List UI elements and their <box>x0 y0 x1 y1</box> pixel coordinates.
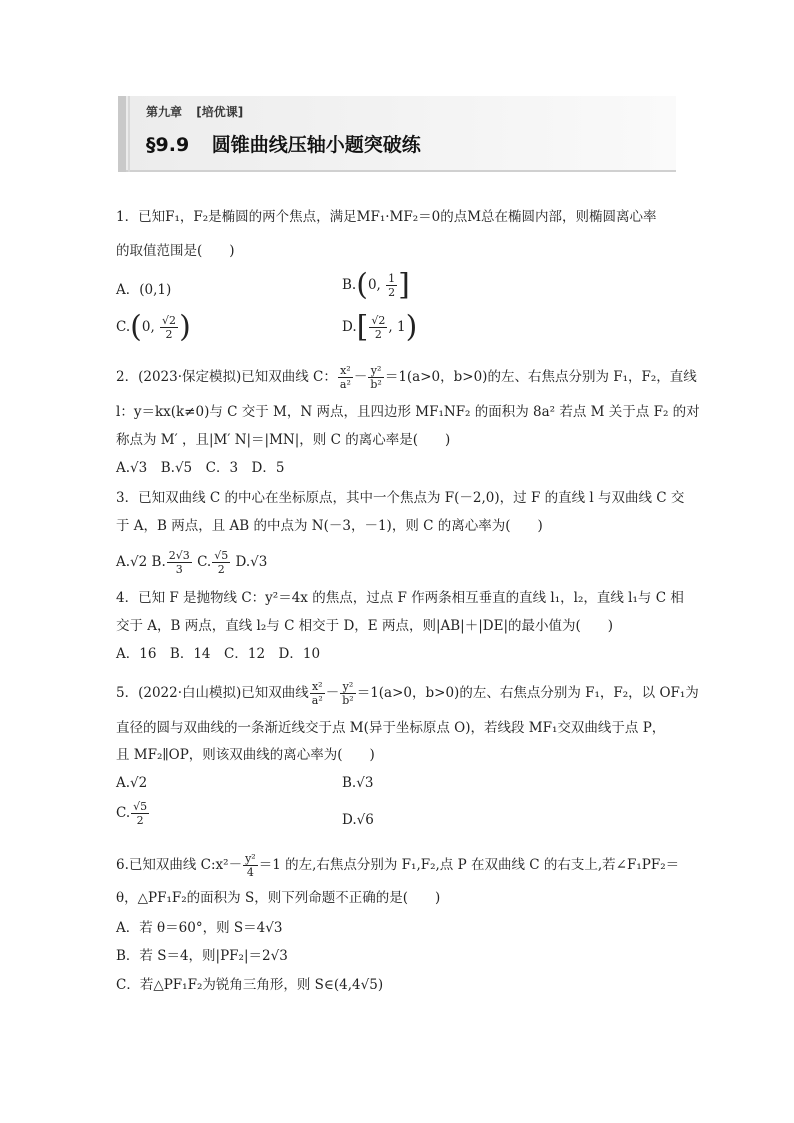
q5-option-a: A.√2 <box>116 775 148 791</box>
denominator: 3 <box>175 563 183 576</box>
q2-line-3: 称点为 M′ ，且|M′ N|＝|MN|，则 C 的离心率是( ) <box>116 432 451 448</box>
fraction-2sqrt3-over-3 <box>167 549 192 576</box>
chapter-number: 第九章 <box>146 105 183 119</box>
q6-line-1 <box>116 852 679 879</box>
denominator: a² <box>311 694 323 707</box>
q3-option-b: B. <box>151 554 166 570</box>
q2-line-1-start: 2．(2023·保定模拟)已知双曲线 C： <box>116 369 337 385</box>
bracket: [ <box>356 309 369 345</box>
q5-line-1: 5．(2022·白山模拟)已知双曲线 $\frac{\text{x²}}{\text{a²}}$ － $\frac{\text{y²}}{\text{b²}}$ ＝1(a>0，b>0)的左、右焦点分别为 F₁，F₂，以 OF₁为 <box>116 680 699 707</box>
bracket: ( <box>130 309 142 345</box>
q6-option-a: A．若 θ＝60°，则 S＝4√3 <box>116 920 283 936</box>
q1-option-d: D.[ $\frac{√2}{2}$ , 1) <box>342 309 418 345</box>
q3-option-d: D.√3 <box>235 554 268 570</box>
bracket: ] <box>398 267 410 303</box>
section-title: 圆锥曲线压轴小题突破练 <box>211 134 421 156</box>
option-letter: B. <box>342 277 357 293</box>
numerator: √5 <box>133 800 148 813</box>
denominator: b² <box>370 378 382 391</box>
option-letter: C. <box>116 319 131 335</box>
denominator: 4 <box>246 866 254 879</box>
q1-line-1: 1．已知F₁，F₂是椭圆的两个焦点，满足MF₁·MF₂＝0的点M总在椭圆内部，则椭圆离心率 <box>116 209 657 225</box>
q2-line-2: l：y＝kx(k≠0)与 C 交于 M，N 两点，且四边形 MF₁NF₂ 的面积为 8a² 若点 M 关于点 F₂ 的对 <box>116 404 700 420</box>
q4-options: A．16 B．14 C．12 D．10 <box>116 646 321 662</box>
bracket: ) <box>179 309 191 345</box>
denominator: 2 <box>136 814 144 827</box>
q1-option-c <box>116 309 191 345</box>
fraction-x2-a2 <box>310 680 325 707</box>
q1-option-a: A．(0,1) <box>116 282 172 298</box>
q3-line-1: 3．已知双曲线 C 的中心在坐标原点，其中一个焦点为 F(－2,0)，过 F 的直线 l 与双曲线 C 交 <box>116 490 685 506</box>
denominator: a² <box>339 378 351 391</box>
q3-options <box>116 549 267 576</box>
q6-line-2: θ，△PF₁F₂的面积为 S，则下列命题不正确的是( ) <box>116 890 441 906</box>
fraction-half <box>386 272 397 299</box>
chapter-tag: [培优课] <box>196 105 244 119</box>
q5-option-b: B.√3 <box>342 775 374 791</box>
numerator: y² <box>368 364 383 378</box>
q6-option-b: B．若 S＝4，则|PF₂|＝2√3 <box>116 948 288 964</box>
denominator: 2 <box>217 563 225 576</box>
section-number: §9.9 <box>146 134 190 156</box>
q5-option-c <box>116 800 150 827</box>
q4-line-2: 交于 A，B 两点，直线 l₂与 C 相交于 D，E 两点，则|AB|＋|DE|的最小值为( ) <box>116 618 614 634</box>
one: 1 <box>396 319 406 335</box>
numerator: x² <box>310 680 325 694</box>
q1-option-b <box>342 267 410 303</box>
numerator: 1 <box>388 272 396 285</box>
fraction-sqrt5-over-2 <box>131 800 149 827</box>
fraction-y2-b2 <box>340 680 355 707</box>
denominator: 2 <box>374 328 382 341</box>
q5-line-1-start: 5．(2022·白山模拟)已知双曲线 <box>116 685 309 701</box>
q3-line-2: 于 A，B 两点，且 AB 的中点为 N(－3，－1)，则 C 的离心率为( ) <box>116 518 543 534</box>
zero: 0, <box>367 277 381 293</box>
denominator: 2 <box>165 328 173 341</box>
q4-line-1: 4．已知 F 是抛物线 C：y²＝4x 的焦点，过点 F 作两条相互垂直的直线 l₁，l₂，直线 l₁与 C 相 <box>116 590 684 606</box>
zero: 0, <box>141 319 155 335</box>
q5-line-3: 且 MF₂∥OP，则该双曲线的离心率为( ) <box>116 747 375 763</box>
page-title <box>146 130 421 157</box>
fraction-sqrt5-over-2 <box>212 549 230 576</box>
numerator: 2√3 <box>168 549 190 562</box>
option-letter: C. <box>116 805 131 821</box>
fraction-y2-over-4 <box>243 852 258 879</box>
q2-line-1: 2．(2023·保定模拟)已知双曲线 C： $\frac{\text{x²}}{\text{a²}}$ － $\frac{\text{y²}}{\text{b²}}$ ＝1(a>0，b>0)的左、右焦点分别为 F₁，F₂，直线 <box>116 364 697 391</box>
numerator: √2 <box>162 314 177 327</box>
q5-option-d: D.√6 <box>342 812 374 828</box>
q3-option-a: A.√2 <box>116 554 148 570</box>
option-letter: D. <box>342 319 357 335</box>
q6-option-c: C．若△PF₁F₂为锐角三角形，则 S∈(4,4√5) <box>116 977 384 993</box>
q6-line-1-end: ＝1 的左,右焦点分别为 F₁,F₂,点 P 在双曲线 C 的右支上,若∠F₁PF₂＝ <box>258 857 680 873</box>
q6-line-1-start: 6.已知双曲线 C:x²－ <box>116 857 243 873</box>
numerator: y² <box>340 680 355 694</box>
q5-line-1-end: ＝1(a>0，b>0)的左、右焦点分别为 F₁，F₂，以 OF₁为 <box>356 685 699 701</box>
numerator: √2 <box>371 314 386 327</box>
bracket: ( <box>356 267 368 303</box>
fraction-y2-b2 <box>368 364 383 391</box>
q3-option-c: C. <box>197 554 212 570</box>
q5-line-2: 直径的圆与双曲线的一条渐近线交于点 M(异于坐标原点 O)，若线段 MF₁交双曲线于点 P， <box>116 720 666 736</box>
chapter-label <box>146 103 243 120</box>
q2-options: A.√3 B.√5 C．3 D．5 <box>116 460 285 476</box>
header-accent-bar-thin <box>128 96 130 172</box>
q1-line-2: 的取值范围是( ) <box>116 243 235 259</box>
bracket: ) <box>405 309 418 345</box>
denominator: 2 <box>388 286 396 299</box>
header-accent-bar <box>118 96 126 172</box>
numerator: √5 <box>214 549 229 562</box>
numerator: y² <box>245 852 256 865</box>
fraction-sqrt2-over-2 <box>369 314 387 341</box>
fraction-sqrt2-over-2 <box>160 314 178 341</box>
q2-line-1-end: ＝1(a>0，b>0)的左、右焦点分别为 F₁，F₂，直线 <box>384 369 697 385</box>
fraction-x2-a2 <box>338 364 353 391</box>
denominator: b² <box>342 694 354 707</box>
numerator: x² <box>338 364 353 378</box>
